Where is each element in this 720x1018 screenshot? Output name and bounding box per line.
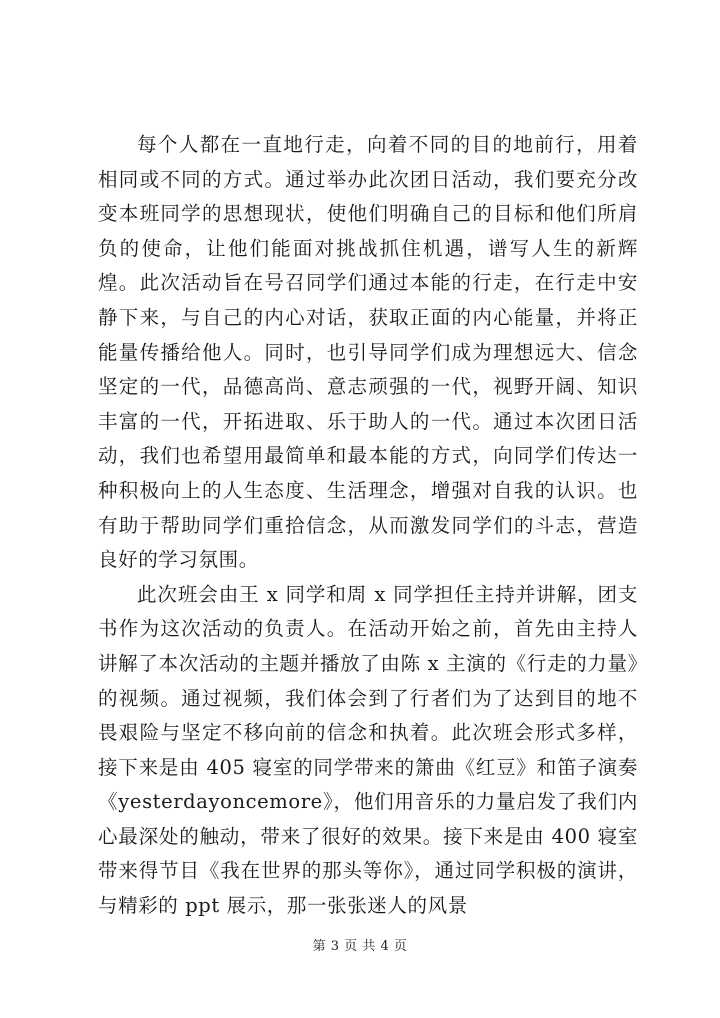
page-footer: 第 3 页 共 4 页 (312, 939, 408, 954)
paragraph-1: 每个人都在一直地行走，向着不同的目的地前行，用着相同或不同的方式。通过举办此次团日活动，我们要充分改变本班同学的思想现状，使他们明确自己的目标和他们所肩负的使命，让他们能面对挑战抓住机遇，谱写人生的新辉煌。此次活动旨在号召同学们通过本能的行走，在行走中安静下来，与自己的内心对话，获取正面的内心能量，并将正能量传播给他人。同时，也引导同学们成为理想远大、信念坚定的一代，品德高尚、意志顽强的一代，视野开阔、知识丰富的一代，开拓进取、乐于助人的一代。通过本次团日活动，我们也希望用最简单和最本能的方式，向同学们传达一种积极向上的人生态度、生活理念，增强对自我的认识。也有助于帮助同学们重拾信念，从而激发同学们的斗志，营造良好的学习氛围。 (98, 133, 638, 572)
document-body (98, 128, 638, 924)
paragraph-2: 此次班会由王 x 同学和周 x 同学担任主持并讲解，团支书作为这次活动的负责人。在活动开始之前，首先由主持人讲解了本次活动的主题并播放了由陈 x 主演的《行走的力量》的视频。通过视频，我们体会到了行者们为了达到目的地不畏艰险与坚定不移向前的信念和执着。此次班会形式多样，接下来是由 405 寝室的同学带来的箫曲《红豆》和笛子演奏《yesterdayoncemore》，他们用音乐的力量启发了我们内心最深处的触动，带来了很好的效果。接下来是由 400 寝室带来得节目《我在世界的那头等你》，通过同学积极的演讲，与精彩的 ppt 展示，那一张张迷人的风景 (98, 582, 638, 918)
